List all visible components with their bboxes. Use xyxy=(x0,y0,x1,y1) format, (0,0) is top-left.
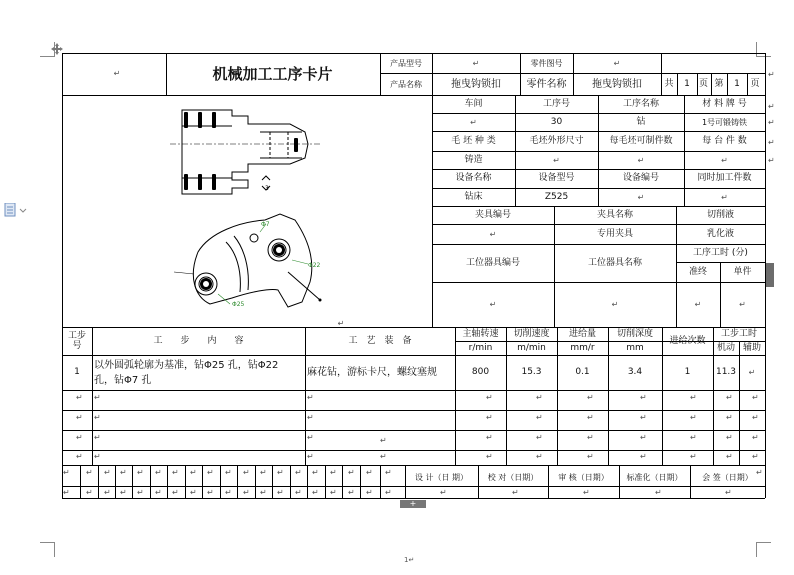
para-mark-13: ↵ xyxy=(486,413,493,422)
grid-vline-56 xyxy=(150,465,151,498)
crop-mark-br xyxy=(756,542,771,557)
equipment-header: 工 艺 装 备 xyxy=(348,335,412,346)
para-mark-35: ↵ xyxy=(587,452,594,461)
step-1-content[interactable] xyxy=(92,355,305,390)
step-1-cut-speed[interactable]: 15.3 xyxy=(521,367,542,377)
material-value[interactable]: 1号可锻铸铁 xyxy=(701,117,748,127)
equip-model-label: 设备型号 xyxy=(538,173,575,183)
step-1-speed[interactable]: 800 xyxy=(471,367,490,377)
para-mark-31: ↵ xyxy=(94,452,101,461)
prep-end-label: 准终 xyxy=(688,266,707,277)
design-date-label: 设 计（日 期） xyxy=(414,472,469,482)
dim-small-label: Φ7 xyxy=(261,221,270,228)
grid-hline-37 xyxy=(62,390,765,391)
part-name-label: 零件名称 xyxy=(526,78,567,90)
product-model-label: 产品型号 xyxy=(390,58,422,68)
fixture-no-label: 夹具编号 xyxy=(474,209,511,220)
pieces-per-blank-value[interactable]: ↵ xyxy=(637,155,645,165)
para-mark-89: ↵ xyxy=(768,138,775,147)
grid-vline-53 xyxy=(98,465,99,498)
para-mark-27: ↵ xyxy=(690,433,697,442)
para-mark-30: ↵ xyxy=(76,452,83,461)
crop-mark-bl xyxy=(40,542,55,557)
para-mark-78: ↵ xyxy=(366,488,373,497)
add-row-button[interactable]: + xyxy=(400,500,426,508)
grid-hline-38 xyxy=(62,410,765,411)
para-mark-58: ↵ xyxy=(348,468,355,477)
para-mark-11: ↵ xyxy=(94,413,101,422)
para-mark-26: ↵ xyxy=(640,433,647,442)
workshop-label: 车间 xyxy=(464,98,483,109)
para-mark-40: ↵ xyxy=(380,436,387,445)
total-pages-value[interactable]: 1 xyxy=(684,78,690,89)
para-mark-28: ↵ xyxy=(726,433,733,442)
para-mark-10: ↵ xyxy=(76,413,83,422)
para-mark-86: ↵ xyxy=(768,70,775,79)
para-mark-53: ↵ xyxy=(260,468,267,477)
para-mark-61: ↵ xyxy=(63,488,70,497)
para-mark-48: ↵ xyxy=(172,468,179,477)
review-date-label: 审 核（日期） xyxy=(558,472,609,482)
step-1-passes[interactable]: 1 xyxy=(684,367,691,377)
per-machine-value[interactable]: ↵ xyxy=(721,155,728,165)
para-mark-65: ↵ xyxy=(137,488,144,497)
product-name-value[interactable]: 拖曳钩锁扣 xyxy=(451,78,501,90)
para-mark-54: ↵ xyxy=(277,468,284,477)
machine-time-header: 机动 xyxy=(716,342,735,353)
para-mark-43: ↵ xyxy=(86,468,93,477)
dim-mid-label: Φ22 xyxy=(308,262,321,269)
crop-mark-tr xyxy=(756,42,771,57)
grid-vline-63 xyxy=(272,465,273,498)
grid-vline-69 xyxy=(380,465,381,498)
para-mark-39: ↵ xyxy=(752,452,759,461)
step-1-equipment[interactable]: 麻花钻，游标卡尺，螺纹塞规 xyxy=(307,367,437,378)
grid-vline-68 xyxy=(360,465,361,498)
step-no-header xyxy=(62,327,92,355)
para-mark-12: ↵ xyxy=(307,413,314,422)
op-name-value[interactable]: 钻 xyxy=(636,116,646,127)
header-left-mark: ↵ xyxy=(113,68,121,78)
para-mark-84: ↵ xyxy=(725,488,732,497)
sign-date-label: 会 签（日期） xyxy=(702,472,753,482)
blank-type-value[interactable]: 铸造 xyxy=(464,154,483,165)
para-mark-0: ↵ xyxy=(76,393,83,402)
unit-time-label: 单件 xyxy=(733,266,752,277)
step-1-machine-time[interactable]: 11.3 xyxy=(715,367,737,377)
per-machine-label: 每 台 件 数 xyxy=(702,135,747,146)
para-mark-16: ↵ xyxy=(640,413,647,422)
passes-header: 进给次数 xyxy=(669,335,706,346)
para-mark-52: ↵ xyxy=(243,468,250,477)
op-name-label: 工序名称 xyxy=(622,98,659,109)
unit-time-value[interactable]: ↵ xyxy=(739,300,746,309)
para-mark-67: ↵ xyxy=(172,488,179,497)
para-mark-2: ↵ xyxy=(307,393,314,402)
para-mark-6: ↵ xyxy=(640,393,647,402)
special-fixture-value[interactable]: 专用夹具 xyxy=(596,228,633,239)
step-1-depth[interactable]: 3.4 xyxy=(627,367,643,377)
para-mark-75: ↵ xyxy=(312,488,319,497)
para-mark-76: ↵ xyxy=(330,488,337,497)
para-mark-49: ↵ xyxy=(190,468,197,477)
drawing-mark: ↵ xyxy=(337,318,345,328)
para-mark-25: ↵ xyxy=(587,433,594,442)
para-mark-36: ↵ xyxy=(640,452,647,461)
para-mark-56: ↵ xyxy=(312,468,319,477)
para-mark-68: ↵ xyxy=(190,488,197,497)
grid-vline-2 xyxy=(62,53,63,498)
para-mark-33: ↵ xyxy=(486,452,493,461)
blank-size-label: 毛坯外形尺寸 xyxy=(529,135,584,146)
para-mark-9: ↵ xyxy=(752,393,759,402)
part-drawing xyxy=(170,102,330,314)
para-mark-41: ↵ xyxy=(380,452,387,461)
depth-unit: mm xyxy=(626,342,644,353)
step-time-header: 工步工时 xyxy=(720,328,757,339)
aux-time-header: 辅助 xyxy=(742,342,761,353)
para-mark-62: ↵ xyxy=(86,488,93,497)
para-mark-46: ↵ xyxy=(137,468,144,477)
equip-name-value[interactable]: 钻床 xyxy=(464,191,483,202)
para-mark-66: ↵ xyxy=(155,488,162,497)
para-mark-90: ↵ xyxy=(768,156,775,165)
para-mark-77: ↵ xyxy=(348,488,355,497)
equip-model-value[interactable]: Z525 xyxy=(544,191,569,202)
para-mark-34: ↵ xyxy=(536,452,543,461)
part-name-value[interactable]: 拖曳钩锁扣 xyxy=(592,78,642,90)
step-1-no[interactable]: 1 xyxy=(74,367,80,377)
grid-hline-1 xyxy=(62,498,765,499)
op-no-value[interactable]: 30 xyxy=(550,116,563,127)
grid-hline-40 xyxy=(62,450,765,451)
material-label: 材 料 牌 号 xyxy=(702,98,747,109)
para-mark-1: ↵ xyxy=(94,393,101,402)
coolant-label: 切削液 xyxy=(706,209,734,220)
grid-vline-55 xyxy=(132,465,133,498)
para-mark-19: ↵ xyxy=(752,413,759,422)
para-mark-5: ↵ xyxy=(587,393,594,402)
grid-vline-66 xyxy=(325,465,326,498)
product-model-value[interactable]: ↵ xyxy=(472,58,480,68)
standard-date-label: 标准化（日期） xyxy=(626,472,683,482)
part-drawing-value[interactable]: ↵ xyxy=(613,58,621,68)
spindle-speed-header: 主轴转速 xyxy=(462,328,499,339)
fixture-no-value[interactable]: ↵ xyxy=(489,229,497,239)
grid-vline-54 xyxy=(115,465,116,498)
para-mark-38: ↵ xyxy=(726,452,733,461)
para-mark-32: ↵ xyxy=(307,452,314,461)
prep-end-value[interactable]: ↵ xyxy=(694,300,702,309)
para-mark-57: ↵ xyxy=(330,468,337,477)
para-mark-71: ↵ xyxy=(243,488,250,497)
para-mark-45: ↵ xyxy=(120,468,127,477)
para-mark-70: ↵ xyxy=(225,488,232,497)
para-mark-69: ↵ xyxy=(207,488,214,497)
para-mark-18: ↵ xyxy=(726,413,733,422)
para-mark-23: ↵ xyxy=(486,433,493,442)
grid-vline-60 xyxy=(220,465,221,498)
para-mark-20: ↵ xyxy=(76,433,83,442)
para-mark-87: ↵ xyxy=(768,102,775,111)
right-scroll-tab[interactable] xyxy=(765,263,774,287)
workshop-value[interactable]: ↵ xyxy=(470,117,477,127)
para-mark-14: ↵ xyxy=(536,413,543,422)
step-content-header: 工 步 内 容 xyxy=(153,335,244,346)
fixture-name-label: 夹具名称 xyxy=(596,209,633,220)
para-mark-8: ↵ xyxy=(726,393,733,402)
total-pages-unit: 页 xyxy=(698,78,708,89)
product-name-label: 产品名称 xyxy=(390,79,422,89)
grid-vline-65 xyxy=(307,465,308,498)
para-mark-22: ↵ xyxy=(307,433,314,442)
para-mark-47: ↵ xyxy=(155,468,162,477)
station-tool-name-label: 工位器具名称 xyxy=(587,257,642,268)
para-mark-83: ↵ xyxy=(655,488,662,497)
grid-vline-61 xyxy=(237,465,238,498)
para-mark-51: ↵ xyxy=(225,468,232,477)
para-mark-55: ↵ xyxy=(295,468,302,477)
para-mark-24: ↵ xyxy=(536,433,543,442)
para-mark-4: ↵ xyxy=(536,393,543,402)
cut-speed-header: 切削速度 xyxy=(513,328,550,339)
para-mark-82: ↵ xyxy=(583,488,590,497)
step-no-header-text: 工步号 xyxy=(67,331,86,351)
feed-unit: mm/r xyxy=(570,342,595,353)
blank-size-value[interactable]: ↵ xyxy=(553,155,560,165)
sheet-label: 第 xyxy=(714,78,724,89)
para-mark-80: ↵ xyxy=(440,488,447,497)
page-number: 1↵ xyxy=(404,556,415,564)
para-mark-63: ↵ xyxy=(104,488,111,497)
para-mark-73: ↵ xyxy=(277,488,284,497)
para-mark-37: ↵ xyxy=(690,452,697,461)
para-mark-17: ↵ xyxy=(690,413,697,422)
para-mark-29: ↵ xyxy=(752,433,759,442)
para-mark-59: ↵ xyxy=(366,468,373,477)
grid-vline-67 xyxy=(342,465,343,498)
sheet-value[interactable]: 1 xyxy=(734,78,740,89)
page-title: 机械加工工序卡片 xyxy=(212,64,333,83)
check-date-label: 校 对（日期） xyxy=(487,472,539,482)
grid-hline-39 xyxy=(62,430,765,431)
para-mark-7: ↵ xyxy=(690,393,697,402)
op-no-label: 工序号 xyxy=(542,98,570,109)
dim-big-label: Φ25 xyxy=(232,301,245,308)
para-mark-72: ↵ xyxy=(260,488,267,497)
station-tool-name-value[interactable]: ↵ xyxy=(611,300,619,309)
cut-speed-unit: m/min xyxy=(517,342,546,353)
para-mark-21: ↵ xyxy=(94,433,101,442)
station-tool-no-value[interactable]: ↵ xyxy=(489,300,497,309)
grid-vline-58 xyxy=(185,465,186,498)
simul-parts-label: 同时加工件数 xyxy=(697,173,752,183)
sheet-unit: 页 xyxy=(750,78,760,89)
part-drawing-label: 零件图号 xyxy=(530,58,563,68)
para-mark-44: ↵ xyxy=(104,468,111,477)
grid-vline-59 xyxy=(202,465,203,498)
para-mark-79: ↵ xyxy=(385,488,392,497)
side-document-icon[interactable] xyxy=(4,202,30,216)
grid-vline-3 xyxy=(765,53,766,498)
grid-vline-62 xyxy=(255,465,256,498)
blank-type-label: 毛 坯 种 类 xyxy=(451,135,496,146)
grid-vline-57 xyxy=(167,465,168,498)
para-mark-64: ↵ xyxy=(120,488,127,497)
para-mark-42: ↵ xyxy=(63,468,70,477)
para-mark-88: ↵ xyxy=(768,118,775,127)
total-pages-label: 共 xyxy=(664,78,674,89)
op-time-label: 工序工时 (分) xyxy=(693,247,748,258)
feed-header: 进给量 xyxy=(568,328,596,339)
grid-vline-64 xyxy=(290,465,291,498)
grid-vline-52 xyxy=(80,465,81,498)
equip-name-label: 设备名称 xyxy=(455,173,492,183)
pieces-per-blank-label: 每毛坯可制件数 xyxy=(609,135,673,146)
para-mark-15: ↵ xyxy=(587,413,594,422)
step-1-content-line2: 孔，钻Φ7 孔 xyxy=(94,374,152,386)
table-move-handle[interactable] xyxy=(51,40,63,52)
para-mark-85: ↵ xyxy=(756,468,763,477)
station-tool-no-label: 工位器具编号 xyxy=(465,257,520,268)
equip-no-label: 设备编号 xyxy=(622,173,659,183)
para-mark-60: ↵ xyxy=(385,468,392,477)
emulsion-value[interactable]: 乳化液 xyxy=(706,228,734,239)
step-1-aux-time[interactable]: ↵ xyxy=(748,368,756,377)
para-mark-50: ↵ xyxy=(207,468,214,477)
step-1-feed[interactable]: 0.1 xyxy=(575,367,590,377)
depth-header: 切削深度 xyxy=(616,328,653,339)
spindle-speed-unit: r/min xyxy=(468,342,493,353)
para-mark-74: ↵ xyxy=(295,488,302,497)
para-mark-81: ↵ xyxy=(512,488,519,497)
simul-parts-value[interactable]: ↵ xyxy=(721,192,728,202)
section-mark-label: 3 xyxy=(265,185,269,192)
para-mark-3: ↵ xyxy=(486,393,493,402)
step-1-content-line1: 以外圆弧轮廓为基准，钻Φ25 孔，钻Φ22 xyxy=(94,359,279,371)
equip-no-value[interactable]: ↵ xyxy=(637,192,645,202)
